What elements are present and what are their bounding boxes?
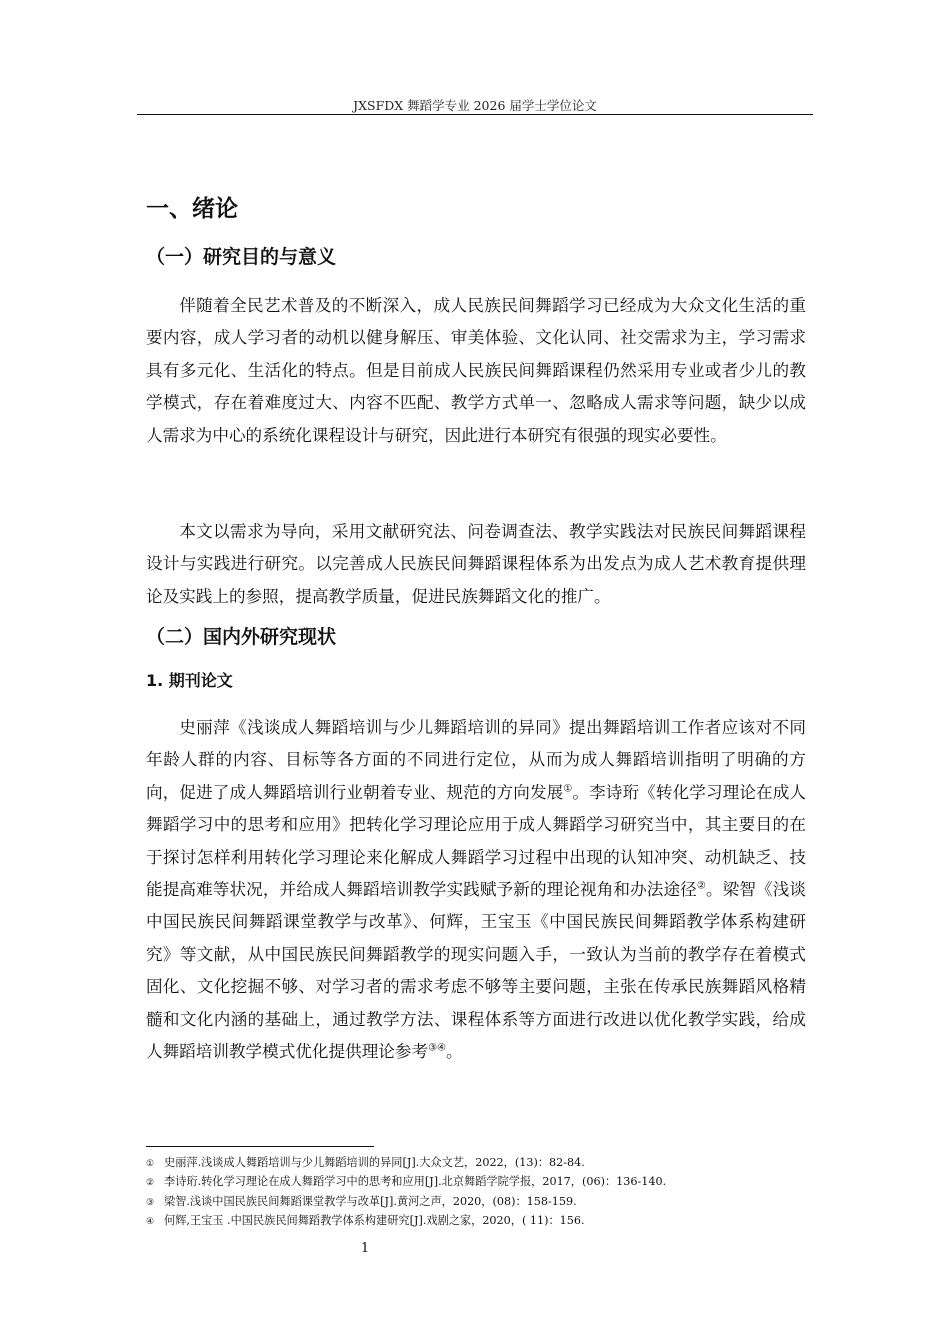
- page-number: 1: [360, 1241, 370, 1256]
- footnote-ref-2[interactable]: ②: [696, 880, 706, 892]
- footnote-separator: [146, 1146, 374, 1147]
- paragraph-3-text-b: 。李诗珩《转化学习理论在成人舞蹈学习中的思考和应用》把转化学习理论应用于成人舞蹈学习研究当中，其主要目的在于探讨怎样利用转化学习理论来化解成人舞蹈学习过程中出现的认知冲突、动机缺乏、技能提高难等状况，并给成人舞蹈培训教学实践赋予新的理论视角和办法途径: [146, 782, 807, 900]
- paragraph-3-text-c: 。梁智《浅谈中国民族民间舞蹈课堂教学与改革》、何辉，王宝玉《中国民族民间舞蹈教学体系构建研究》等文献，从中国民族民间舞蹈教学的现实问题入手，一致认为当前的教学存在着模式固化、文化挖掘不够、对学习者的需求考虑不够等主要问题，主张在传承民族舞蹈风格精髓和文化内涵的基础上，通过教学方法、课程体系等方面进行改进以优化教学实践，给成人舞蹈培训教学模式优化提供理论参考: [146, 880, 807, 1062]
- footnote-mark: ③: [146, 1197, 155, 1208]
- footnotes: [146, 1154, 806, 1232]
- paragraph-1: 伴随着全民艺术普及的不断深入，成人民族民间舞蹈学习已经成为大众文化生活的重要内容，成人学习者的动机以健身解压、审美体验、文化认同、社交需求为主，学习需求具有多元化、生活化的特点。但是目前成人民族民间舞蹈课程仍然采用专业或者少儿的教学模式，存在着难度过大、内容不匹配、教学方式单一、忽略成人需求等问题，缺少以成人需求为中心的系统化课程设计与研究，因此进行本研究有很强的现实必要性。: [146, 296, 806, 445]
- chapter-title: 一、绪论: [146, 196, 238, 222]
- footnote-text: 梁智.浅谈中国民族民间舞蹈课堂教学与改革[J].黄河之声，2020，(08)：158-159.: [164, 1194, 577, 1208]
- footnote-text: 李诗珩.转化学习理论在成人舞蹈学习中的思考和应用[J].北京舞蹈学院学报，2017，(06)：136-140.: [164, 1175, 667, 1189]
- section-title-research-status: （二）国内外研究现状: [146, 626, 337, 648]
- footnote-mark: ①: [146, 1159, 155, 1169]
- paragraph-2: 本文以需求为导向，采用文献研究法、问卷调查法、教学实践法对民族民间舞蹈课程设计与实践进行研究。以完善成人民族民间舞蹈课程体系为出发点为成人艺术教育提供理论及实践上的参照，提高教学质量，促进民族舞蹈文化的推广。: [146, 522, 806, 606]
- footnote-ref-1[interactable]: ①: [563, 783, 573, 795]
- footnote-item: [146, 1212, 806, 1231]
- subsection-title-journals: 1. 期刊论文: [146, 671, 233, 690]
- paragraph-3-text-a: 史丽萍《浅谈成人舞蹈培训与少儿舞蹈培训的异同》提出舞蹈培训工作者应该对不同年龄人群的内容、目标等各方面的不同进行定位，从而为成人舞蹈培训指明了明确的方向，促进了成人舞蹈培训行业朝着专业、规范的方向发展: [146, 718, 806, 802]
- footnote-item: [146, 1154, 806, 1173]
- footnote-mark: ④: [146, 1217, 155, 1228]
- footnote-item: [146, 1173, 806, 1192]
- paragraph-3: [146, 712, 806, 1068]
- footnote-text: 何辉,王宝玉 .中国民族民间舞蹈教学体系构建研究[J].戏剧之家，2020，( 11)：156.: [164, 1214, 585, 1228]
- header-rule: [137, 114, 813, 115]
- footnote-ref-3-4[interactable]: ③④: [428, 1042, 447, 1054]
- footnote-item: [146, 1193, 806, 1212]
- footnote-mark: ②: [146, 1178, 155, 1189]
- footnote-text: 史丽萍.浅谈成人舞蹈培训与少儿舞蹈培训的异同[J].大众文艺，2022，(13)：82-84.: [164, 1156, 585, 1169]
- running-header: JXSFDX 舞蹈学专业 2026 届学士学位论文: [353, 98, 597, 113]
- section-title-purpose: （一）研究目的与意义: [146, 246, 337, 268]
- paragraph-3-text-d: 。: [446, 1042, 463, 1062]
